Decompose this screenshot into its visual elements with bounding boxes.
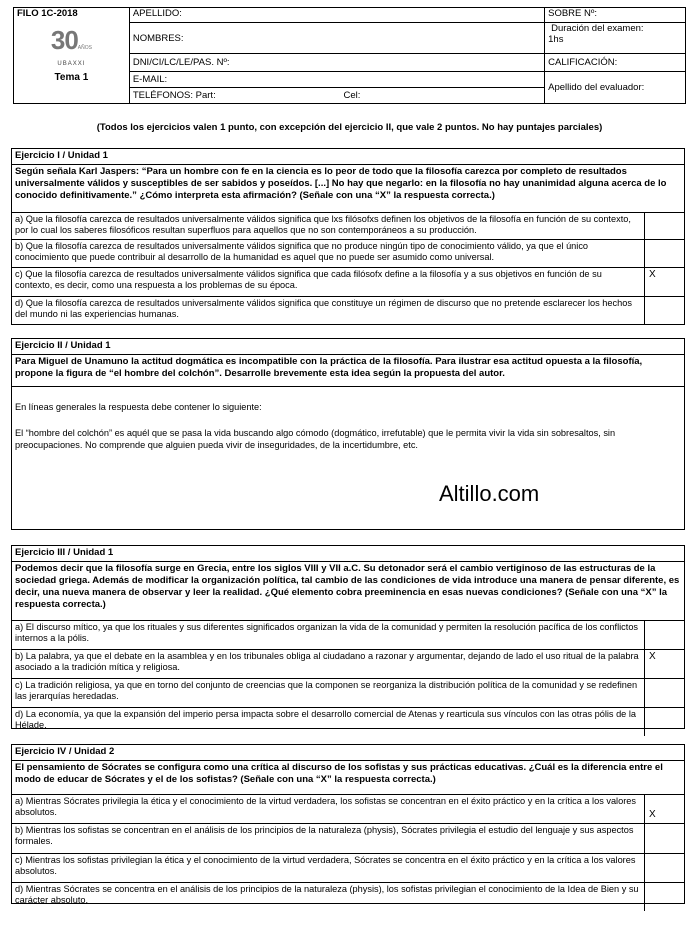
exam-header [13, 7, 686, 104]
answer-mark[interactable] [645, 824, 684, 853]
duracion-cell [545, 23, 686, 54]
option-d[interactable] [12, 297, 684, 324]
exercise-question: Según señala Karl Jaspers: “Para un hombre con fe en la ciencia es lo peor de todo que la filosofía carezca por completo de resultados universalmente válidos y susceptibles de ser sabidos y poseídos. [...] No hay que negarlo: en la filosofía no hay unanimidad alguna acerca de lo conocido definitivamente.” ¿Cómo interpreta esta afirmación? (Señale con una “X” la respuesta correcta.) [12, 165, 684, 213]
option-text: c) Que la filosofía carezca de resultados universalmente válidos significa que cada filósofx define a la filosofía y a sus objetivos en función de su contexto, es decir, como una respuesta a los problemas de su época. [12, 268, 645, 296]
option-c[interactable] [12, 679, 684, 708]
option-text: d) Mientras Sócrates se concentra en el análisis de los principios de la naturaleza (physis), los sofistas privilegian el conocimiento de la Idea de Bien y su carácter absoluto. [12, 883, 645, 911]
logo-years: AÑOS [77, 45, 92, 51]
logo-number: 30 [50, 25, 78, 55]
option-text: c) La tradición religiosa, ya que en torno del conjunto de creencias que la componen se reorganiza la distribución política de la comunidad y se redefinen las jerarquías heredadas. [12, 679, 645, 707]
exercise-title: Ejercicio IV / Unidad 2 [12, 745, 684, 761]
answer-mark[interactable] [645, 297, 684, 324]
option-a[interactable] [12, 795, 684, 824]
apellido-field[interactable]: APELLIDO: [129, 8, 544, 23]
option-text: b) Mientras los sofistas se concentran en el análisis de los principios de la naturaleza (physis), Sócrates privilegia el estudio del lenguaje y sus aspectos formales. [12, 824, 645, 853]
option-d[interactable] [12, 708, 684, 736]
exercise-4 [11, 744, 685, 904]
tema-label: Tema 1 [54, 72, 89, 83]
option-b[interactable] [12, 824, 684, 854]
answer-intro: En líneas generales la respuesta debe contener lo siguiente: [15, 402, 262, 412]
option-text: b) Que la filosofía carezca de resultados universalmente válidos significa que no produce ningún tipo de conocimiento válido, ya que el único conocimiento que puede contribuir al desarrollo de la humanidad es aquel que no puede ser asumido como universal. [12, 240, 645, 267]
answer-mark[interactable] [645, 621, 684, 649]
instructions: (Todos los ejercicios valen 1 punto, con excepción del ejercicio II, que vale 2 puntos. No hay puntajes parciales) [96, 122, 603, 133]
exercise-1 [11, 148, 685, 325]
option-text: a) Mientras Sócrates privilegia la ética y el conocimiento de la virtud verdadera, los sofistas se concentran en el éxito práctico y en la crítica a los valores absolutos. [12, 795, 645, 823]
option-text: d) Que la filosofía carezca de resultados universalmente válidos significa que constituye un régimen de discurso que no pretende esclarecer los hechos del mundo ni las experiencias humanas. [12, 297, 645, 324]
option-c[interactable] [12, 268, 684, 297]
answer-mark[interactable]: X [649, 809, 656, 820]
exercise-question: Para Miguel de Unamuno la actitud dogmática es incompatible con la práctica de la filosofía. Para ilustrar esa actitud opuesta a la filosofía, propone la figura de “el hombre del colchón”. Desarrolle brevemente esta idea según la propuesta del autor. [12, 355, 684, 387]
cel-label: Cel: [343, 89, 361, 101]
exercise-title: Ejercicio III / Unidad 1 [12, 546, 684, 562]
telefonos-field[interactable] [129, 87, 544, 103]
telefonos-label: TELÉFONOS: Part: [132, 89, 216, 101]
ubaxxi-logo [14, 25, 129, 70]
answer-body: El “hombre del colchón” es aquél que se pasa la vida buscando algo cómodo (dogmático, irrefutable) que le permita vivir la vida sin sobresaltos, sin preocupaciones. No comprende que alguien pueda vivir de inseguridades, de la incertidumbre, etc. [15, 428, 616, 450]
duracion-value: 1hs [548, 34, 564, 46]
exercise-question: El pensamiento de Sócrates se configura como una crítica al discurso de los sofistas y sus prácticas educativas. ¿Cuál es la diferencia entre el modo de educar de Sócrates y el de los sofistas? (Señale con una “X” la respuesta correcta.) [12, 761, 684, 795]
option-b[interactable] [12, 650, 684, 679]
calificacion-field[interactable]: CALIFICACIÓN: [545, 54, 686, 71]
duracion-label: Duración del examen: [551, 23, 644, 35]
course-cell [14, 8, 130, 104]
option-d[interactable] [12, 883, 684, 911]
option-text: a) El discurso mítico, ya que los rituales y sus diferentes significados organizan la vida de la comunidad y permiten la resolución pacífica de los conflictos internos a la pólis. [12, 621, 645, 649]
answer-mark[interactable] [645, 883, 684, 911]
exercise-title: Ejercicio I / Unidad 1 [12, 149, 684, 165]
dni-field[interactable]: DNI/CI/LC/LE/PAS. Nº: [129, 54, 544, 71]
option-a[interactable] [12, 621, 684, 650]
answer-mark[interactable] [645, 708, 684, 736]
evaluador-field[interactable]: Apellido del evaluador: [545, 71, 686, 103]
exercise-title: Ejercicio II / Unidad 1 [12, 339, 684, 355]
sobre-field[interactable]: SOBRE Nº: [545, 8, 686, 23]
option-b[interactable] [12, 240, 684, 268]
answer-mark[interactable]: X [649, 651, 656, 662]
option-c[interactable] [12, 854, 684, 883]
option-text: d) La economía, ya que la expansión del imperio persa impacta sobre el desarrollo comercial de Atenas y rearticula sus vínculos con las otras pólis de la Hélade. [12, 708, 645, 736]
exercise-question: Podemos decir que la filosofía surge en Grecia, entre los siglos VIII y VII a.C. Su detonador será el cambio vertiginoso de las estructuras de la sociedad griega. Además de modificar la organización política, tal cambio de las condiciones de vida introduce una manera de pensar diferente, es decir, una nueva manera de observar y leer la realidad. ¿Qué elemento cobra preeminencia en esas nuevas condiciones? (Señale con una “X” la respuesta correcta.) [12, 562, 684, 621]
course-code: FILO 1C-2018 [17, 8, 78, 19]
exercise-2 [11, 338, 685, 530]
option-a[interactable] [12, 213, 684, 240]
answer-mark[interactable] [645, 240, 684, 267]
answer-mark[interactable] [645, 213, 684, 239]
exercise-3 [11, 545, 685, 729]
altillo-watermark: Altillo.com [439, 481, 540, 506]
option-text: c) Mientras los sofistas privilegian la ética y el conocimiento de la virtud verdadera, Sócrates se concentra en el éxito práctico y en la crítica a los valores absolutos. [12, 854, 645, 882]
answer-mark[interactable]: X [649, 269, 656, 280]
option-text: b) La palabra, ya que el debate en la asamblea y en los tribunales obliga al ciudadano a razonar y argumentar, dejando de lado el uso ritual de la palabra asociado a la tradición mítica y religiosa. [12, 650, 645, 678]
option-text: a) Que la filosofía carezca de resultados universalmente válidos significa que lxs filósofxs definen los objetivos de la filosofía en función de su contexto, por lo cual los saberes filosóficos resultan superfluos para aquellos que no son contemporáneos a su producción. [12, 213, 645, 239]
email-field[interactable]: E-MAIL: [129, 71, 544, 87]
nombres-field[interactable]: NOMBRES: [129, 23, 544, 54]
answer-mark[interactable] [645, 854, 684, 882]
answer-mark[interactable] [645, 679, 684, 707]
logo-brand: UBAXXI [57, 61, 86, 67]
